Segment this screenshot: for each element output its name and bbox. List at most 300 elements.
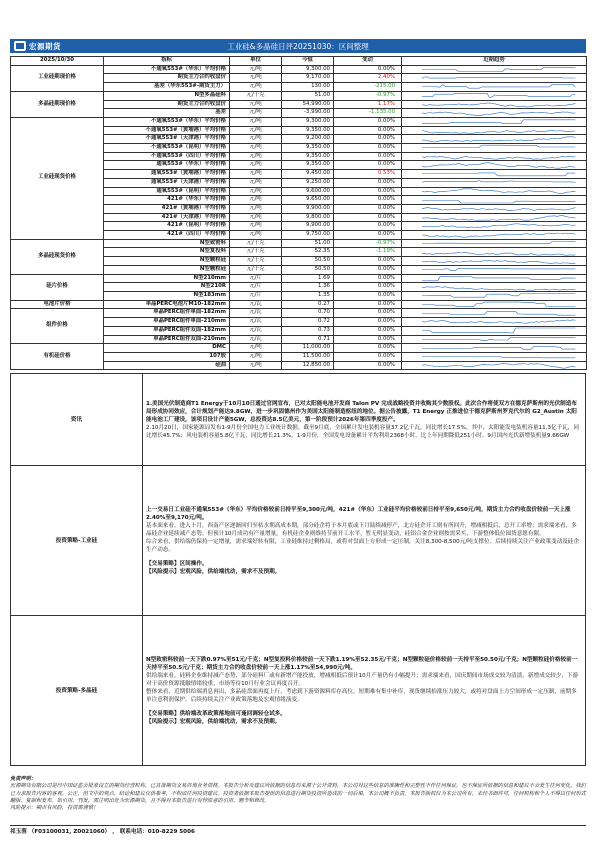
sparkline-chart <box>402 223 587 230</box>
indicator-value: 9,350.00 <box>282 161 334 170</box>
indicator-unit: 元/千克 <box>230 239 282 248</box>
indicator-name: 期货主力合约收盘价 <box>104 74 230 83</box>
indicator-change: 0.00% <box>334 65 402 74</box>
section-category: 工业硅期现价格 <box>11 65 104 91</box>
commentary-paragraph: N型致密料较前一天下跌0.97%至51元/千克；N型复投料价格较前一天下跌1.19%至52.35元/千克；N型颗粒硅价格较前一天持平至50.50元/千克；N型颗粒硅价格较前一天持平至50.5元/千克；期货主力合约收盘价较前一天上涨1.17%至54,990元/吨。 <box>146 656 578 671</box>
commentary-paragraph: 2.10月20日，国家能源局发布1-9月份全国电力工业统计数据。截至9月底，全国累计发电装机容量37.2亿千瓦，同比增长17.5%。其中，太阳能发电装机容量11.3亿千瓦，同比增长45.7%；风电装机容量5.8亿千瓦，同比增长21.3%。1-9月份，全国发电设备累计平均利用2368小时，比上年同期降低251小时。9月国内光伏新增装机量9.66GW <box>146 424 579 439</box>
trend-sparkline <box>402 204 587 213</box>
sparkline-line <box>422 130 575 133</box>
commentary-label: 资讯 <box>11 374 143 466</box>
sparkline-chart <box>402 101 587 108</box>
indicator-unit: 元/吨 <box>230 231 282 240</box>
risk-tip: 风险提示：期市有风险，投资需谨慎！ <box>10 805 99 812</box>
sparkline-line <box>422 208 575 211</box>
indicator-change: 0.00% <box>334 352 402 361</box>
indicator-unit: 元/瓦 <box>230 335 282 344</box>
trend-sparkline <box>402 318 587 327</box>
indicator-value: 9,170.00 <box>282 74 334 83</box>
sparkline-line <box>422 260 575 263</box>
table-row <box>11 91 587 100</box>
indicator-value: 1.36 <box>282 283 334 292</box>
commentary-body <box>143 374 586 466</box>
commentary-row <box>11 466 586 616</box>
indicator-name: 421#（四川）平均价格 <box>104 231 230 240</box>
sparkline-chart <box>402 258 587 265</box>
indicator-name: 不通氧553#（昆明）平均价格 <box>104 144 230 153</box>
sparkline-line <box>422 103 575 107</box>
commentary-paragraph: 供给端来看，硅料企业维持减产态势，部分硅料厂或有新增产能投放，增减相抵后预计10月产量仍有小幅提升；需求端来看，国庆期间市场成交较为清淡，新增成交较少，下游对于高价资源抵触情绪较重，市场等待10月行业会议再度召开。 <box>146 672 579 687</box>
indicator-name: N型复投料 <box>104 248 230 257</box>
indicator-change: 1.17% <box>334 100 402 109</box>
disclaimer-text: 宏源期货有限公司是经中国证监会批准设立的期货经营机构，已具备期货交易咨询业务资格。本报告分析及建议所依据的信息均来源于公开资料，本公司对这些信息的准确性和完整性不作任何保证，也不保证所依据的信息和建议不会发生任何变化。我们已力求报告内容的客观、公正，但文中的观点、结论和建议仅供参考，不构成任何投资建议。投资者依据本报告提供的信息进行期货投资所造成的一切后果，本公司概不负责。本报告版权仅为本公司所有，未经书面许可，任何机构和个人不得以任何形式翻版、复制和发布。如引用、刊发，需注明出处为宏源期货，且不得对本报告进行有悖原意的引用、删节和修改。 <box>10 783 586 804</box>
indicator-change: 0.00% <box>334 152 402 161</box>
sparkline-line <box>422 67 575 71</box>
indicator-change: 0.00% <box>334 257 402 266</box>
indicator-unit: 元/吨 <box>230 170 282 179</box>
indicator-change: 0.00% <box>334 213 402 222</box>
indicator-change: 0.00% <box>334 117 402 126</box>
sparkline-chart <box>402 249 587 256</box>
indicator-unit: 元/吨 <box>230 152 282 161</box>
indicator-unit: 元/千克 <box>230 248 282 257</box>
indicator-value: 9,350.00 <box>282 126 334 135</box>
section-category: 多晶硅期现价格 <box>11 91 104 117</box>
indicator-value: 9,600.00 <box>282 187 334 196</box>
sparkline-chart <box>402 110 587 117</box>
commentary-paragraph: 1.美国光伏制造商T1 Energy于10月10日通过官网宣布，已对太阳能电池开发商 Talon PV 完成战略投资并收购其少数股权。此次合作将使双方在德克萨斯州的光伏制造布局形成协同效应，合计规划产能达9.8GW，进一步巩固德州作为美国太阳能制造枢纽的地位。据公告披露，T1 Energy 正推进位于德克萨斯州罗克代尔的 G2_Austin 太阳能电池工厂建设，该项目设计产能5GW，总投资达8.5亿美元，第一阶段预计2026年第四季度投产。 <box>146 400 577 423</box>
indicator-unit: 元/吨 <box>230 74 282 83</box>
indicator-name: 单晶PERC组件单面-210mm <box>104 318 230 327</box>
indicator-change: 2.40% <box>334 74 402 83</box>
sparkline-line <box>422 294 575 298</box>
header-2: 今值 <box>282 57 334 66</box>
trend-sparkline <box>402 231 587 240</box>
price-table <box>10 56 587 370</box>
indicator-value: 1.35 <box>282 291 334 300</box>
indicator-unit: 元/瓦 <box>230 300 282 309</box>
indicator-unit: 元/千克 <box>230 257 282 266</box>
indicator-change: 0.00% <box>334 204 402 213</box>
indicator-name: 421#（昆明）平均价格 <box>104 222 230 231</box>
section-category: 电池片价格 <box>11 300 104 309</box>
sparkline-chart <box>402 345 587 352</box>
indicator-change: 0.00% <box>334 335 402 344</box>
indicator-value: 11,500.00 <box>282 352 334 361</box>
sparkline-chart <box>402 353 587 360</box>
commentary-label: 投资策略-多晶硅 <box>11 616 143 766</box>
indicator-unit: 元/吨 <box>230 187 282 196</box>
sparkline-chart <box>402 214 587 221</box>
table-row <box>11 239 587 248</box>
sparkline-line <box>422 224 575 228</box>
indicator-name: 不通氧553#（华东）平均价格 <box>104 117 230 126</box>
header-date: 2025/10/30 <box>11 57 104 66</box>
indicator-value: 9,300.00 <box>282 65 334 74</box>
indicator-unit: 元/吨 <box>230 100 282 109</box>
sparkline-line <box>422 357 575 358</box>
indicator-name: 单晶PERC组件单面-182mm <box>104 309 230 318</box>
trend-sparkline <box>402 213 587 222</box>
trend-sparkline <box>402 361 587 370</box>
trend-sparkline <box>402 248 587 257</box>
indicator-name: 不通氧553#（华东）平均价格 <box>104 65 230 74</box>
commentary-label: 投资策略-工业硅 <box>11 466 143 616</box>
sparkline-line <box>422 346 575 349</box>
indicator-value: 9,900.00 <box>282 222 334 231</box>
indicator-value: 50.50 <box>282 265 334 274</box>
sparkline-chart <box>402 162 587 169</box>
indicator-change: 0.00% <box>334 291 402 300</box>
trend-sparkline <box>402 352 587 361</box>
trend-sparkline <box>402 74 587 83</box>
sparkline-chart <box>402 75 587 82</box>
commentary-body <box>143 616 586 766</box>
section-category: 有机硅价格 <box>11 344 104 370</box>
indicator-unit: 元/片 <box>230 274 282 283</box>
trend-sparkline <box>402 170 587 179</box>
indicator-value: 0.73 <box>282 326 334 335</box>
trend-sparkline <box>402 291 587 300</box>
trend-sparkline <box>402 100 587 109</box>
trend-sparkline <box>402 222 587 231</box>
indicator-value: 0.27 <box>282 300 334 309</box>
table-row <box>11 65 587 74</box>
indicator-name: 基差（华东553#-期货主力） <box>104 83 230 92</box>
header-4: 近期趋势 <box>402 57 587 66</box>
table-row <box>11 117 587 126</box>
indicator-unit: 元/吨 <box>230 144 282 153</box>
indicator-name: 421#（华东）平均价格 <box>104 196 230 205</box>
trend-sparkline <box>402 283 587 292</box>
sparkline-line <box>422 233 575 237</box>
sparkline-chart <box>402 266 587 273</box>
sparkline-line <box>422 311 575 315</box>
indicator-value: 9,800.00 <box>282 213 334 222</box>
indicator-change: 0.53% <box>334 170 402 179</box>
indicator-change: 0.00% <box>334 344 402 353</box>
section-category: 组件价格 <box>11 309 104 344</box>
indicator-change: 0.00% <box>334 135 402 144</box>
sparkline-line <box>422 111 575 115</box>
sparkline-chart <box>402 327 587 334</box>
indicator-name: 不通氧553#（天津港）平均价格 <box>104 135 230 144</box>
sparkline-line <box>422 302 575 306</box>
indicator-unit: 元/吨 <box>230 161 282 170</box>
indicator-unit: 元/吨 <box>230 344 282 353</box>
indicator-change: 0.00% <box>334 326 402 335</box>
indicator-unit: 元/吨 <box>230 204 282 213</box>
indicator-change: 0.00% <box>334 361 402 370</box>
indicator-change: -215.00 <box>334 83 402 92</box>
disclaimer-title: 免责声明： <box>10 776 36 782</box>
indicator-change: 0.00% <box>334 144 402 153</box>
analyst-ids: （F03100031, Z0021060） <box>28 829 111 835</box>
disclaimer <box>10 776 586 812</box>
indicator-name: N型210R <box>104 283 230 292</box>
indicator-unit: 元/千克 <box>230 265 282 274</box>
analyst-phone: 联系电话：010-8229 5006 <box>119 829 195 835</box>
indicator-value: 0.70 <box>282 309 334 318</box>
sparkline-chart <box>402 92 587 99</box>
indicator-unit: 元/吨 <box>230 222 282 231</box>
trend-sparkline <box>402 196 587 205</box>
indicator-value: 0.72 <box>282 318 334 327</box>
indicator-unit: 元/吨 <box>230 83 282 92</box>
table-row <box>11 309 587 318</box>
trend-sparkline <box>402 135 587 144</box>
sparkline-line <box>422 216 575 221</box>
sparkline-line <box>422 77 575 79</box>
commentary-paragraph: 【风险提示】宏观风险，供给端扰动，需求不及预期。 <box>146 718 281 725</box>
sparkline-chart <box>402 118 587 125</box>
sparkline-line <box>422 189 575 194</box>
sparkline-line <box>422 320 575 324</box>
header-0: 指标 <box>104 57 230 66</box>
indicator-value: 11,000.00 <box>282 344 334 353</box>
indicator-unit: 元/吨 <box>230 213 282 222</box>
sparkline-chart <box>402 275 587 282</box>
indicator-change: 0.00% <box>334 126 402 135</box>
indicator-value: -3,990.00 <box>282 109 334 118</box>
indicator-name: 通氧553#（华东）平均价格 <box>104 161 230 170</box>
header-3: 变动 <box>334 57 402 66</box>
section-category: 多晶硅现货价格 <box>11 239 104 274</box>
indicator-name: 不通氧553#（黄埔港）平均价格 <box>104 126 230 135</box>
indicator-change: 0.00% <box>334 265 402 274</box>
sparkline-line <box>422 242 575 244</box>
trend-sparkline <box>402 109 587 118</box>
sparkline-line <box>422 252 575 255</box>
indicator-value: 9,350.00 <box>282 144 334 153</box>
indicator-unit: 元/片 <box>230 283 282 292</box>
sparkline-chart <box>402 336 587 343</box>
sparkline-chart <box>402 205 587 212</box>
indicator-name: 期货主力合约收盘价 <box>104 100 230 109</box>
sparkline-chart <box>402 170 587 177</box>
indicator-unit: 元/千克 <box>230 91 282 100</box>
sparkline-line <box>422 93 575 97</box>
commentary-paragraph: 整体来看，近期供给端消息再出，多晶硅盘面再度上行，考虑到下游资源料库存高位，短期难有集中补库，现货继续抬涨压力较大，或将对盘面上方空间形成一定压制，前期多单注意利润保护。后续持续关注产业政策落地及宏观情绪演变。 <box>146 688 577 703</box>
header-1: 单位 <box>230 57 282 66</box>
indicator-change: 0.00% <box>334 196 402 205</box>
brand-logo <box>14 40 76 52</box>
indicator-change: 0.00% <box>334 309 402 318</box>
trend-sparkline <box>402 335 587 344</box>
indicator-value: 9,750.00 <box>282 231 334 240</box>
commentary-paragraph: 【交易策略】供给端改革政策落地前可逢回调轻仓试多。 <box>146 710 286 717</box>
indicator-value: 1.69 <box>282 274 334 283</box>
sparkline-chart <box>402 179 587 186</box>
indicator-unit: 元/吨 <box>230 196 282 205</box>
sparkline-chart <box>402 362 587 369</box>
sparkline-chart <box>402 136 587 143</box>
indicator-name: 107胶 <box>104 352 230 361</box>
indicator-value: 9,250.00 <box>282 178 334 187</box>
analyst-footer: 祁玉蓉 （F03100031, Z0021060） ， 联系电话：010-8229 5006 <box>10 829 195 835</box>
indicator-value: 52.35 <box>282 248 334 257</box>
logo-icon <box>14 41 26 51</box>
indicator-unit: 元/吨 <box>230 109 282 118</box>
indicator-value: 51.00 <box>282 239 334 248</box>
indicator-unit: 元/吨 <box>230 352 282 361</box>
indicator-value: 51.00 <box>282 91 334 100</box>
indicator-name: N型颗粒硅 <box>104 257 230 266</box>
indicator-name: 单晶PERC电池片M10-182mm <box>104 300 230 309</box>
sparkline-line <box>422 328 575 333</box>
indicator-name: N型颗粒硅 <box>104 265 230 274</box>
indicator-name: 基差 <box>104 109 230 118</box>
sparkline-chart <box>402 310 587 317</box>
indicator-unit: 元/瓦 <box>230 326 282 335</box>
trend-sparkline <box>402 83 587 92</box>
indicator-name: 硅油 <box>104 361 230 370</box>
indicator-value: 9,900.00 <box>282 204 334 213</box>
indicator-change: -0.97% <box>334 239 402 248</box>
indicator-value: 0.71 <box>282 335 334 344</box>
indicator-change: 0.00% <box>334 161 402 170</box>
indicator-change: -1.19% <box>334 248 402 257</box>
trend-sparkline <box>402 239 587 248</box>
trend-sparkline <box>402 161 587 170</box>
indicator-unit: 元/吨 <box>230 65 282 74</box>
sparkline-chart <box>402 292 587 299</box>
trend-sparkline <box>402 187 587 196</box>
trend-sparkline <box>402 152 587 161</box>
indicator-name: 通氧553#（天津港）平均价格 <box>104 178 230 187</box>
trend-sparkline <box>402 91 587 100</box>
indicator-unit: 元/吨 <box>230 135 282 144</box>
indicator-change: 0.00% <box>334 187 402 196</box>
trend-sparkline <box>402 126 587 135</box>
trend-sparkline <box>402 309 587 318</box>
indicator-unit: 元/瓦 <box>230 309 282 318</box>
indicator-value: 9,450.00 <box>282 170 334 179</box>
indicator-name: 单晶PERC组件双面-182mm <box>104 326 230 335</box>
commentary-paragraph: 上一交易日工业硅不通氧553#（华东）平均价格较前日持平至9,300元/吨，421#（华东）工业硅平均价格较前日持平至9,650元/吨，期货主力合约收盘价较前一天上涨2.40%至9,170元/吨。 <box>146 506 571 521</box>
footer-rule <box>10 825 586 826</box>
analyst-name: 祁玉蓉 <box>10 829 27 835</box>
sparkline-chart <box>402 284 587 291</box>
sparkline-chart <box>402 240 587 247</box>
section-category: 工业硅现货价格 <box>11 117 104 239</box>
indicator-value: 9,350.00 <box>282 152 334 161</box>
indicator-change: -1,135.00 <box>334 109 402 118</box>
commentary-row <box>11 374 586 466</box>
sparkline-line <box>422 200 575 203</box>
indicator-unit: 元/吨 <box>230 361 282 370</box>
sparkline-chart <box>402 231 587 238</box>
trend-sparkline <box>402 257 587 266</box>
table-row <box>11 274 587 283</box>
indicator-name: N型多晶硅料 <box>104 91 230 100</box>
indicator-name: N型致密料 <box>104 239 230 248</box>
indicator-unit: 元/瓦 <box>230 318 282 327</box>
commentary-paragraph: 【风险提示】宏观风险，供给端扰动，需求不及预期。 <box>146 568 281 575</box>
trend-sparkline <box>402 326 587 335</box>
indicator-unit: 元/吨 <box>230 117 282 126</box>
indicator-change: 0.00% <box>334 222 402 231</box>
indicator-value: 12,850.00 <box>282 361 334 370</box>
sparkline-chart <box>402 144 587 151</box>
trend-sparkline <box>402 144 587 153</box>
title-bar <box>10 39 586 53</box>
sparkline-line <box>422 156 575 159</box>
sparkline-line <box>422 337 575 340</box>
commentary-table <box>10 373 586 766</box>
trend-sparkline <box>402 265 587 274</box>
sparkline-chart <box>402 197 587 204</box>
commentary-body <box>143 466 586 616</box>
commentary-paragraph: 综合来看，供给端仍保持一定增量，需求端好转有限，工业硅维持过剩格局，或将对盘面上方形成一定压制，关注8,300-8,500元/吨支撑位。后续持续关注产业政策变动及硅企生产动态。 <box>146 538 580 553</box>
sparkline-line <box>422 85 575 89</box>
trend-sparkline <box>402 344 587 353</box>
indicator-change: 0.00% <box>334 274 402 283</box>
indicator-name: 通氧553#（黄埔港）平均价格 <box>104 170 230 179</box>
indicator-name: N型183mm <box>104 291 230 300</box>
indicator-name: 421#（天津港）平均价格 <box>104 213 230 222</box>
sparkline-line <box>422 146 575 148</box>
sparkline-line <box>422 181 575 183</box>
sparkline-line <box>422 120 575 124</box>
trend-sparkline <box>402 274 587 283</box>
sparkline-chart <box>402 318 587 325</box>
indicator-name: DMC <box>104 344 230 353</box>
sparkline-chart <box>402 153 587 160</box>
indicator-change: 0.00% <box>334 318 402 327</box>
indicator-name: 通氧553#（昆明）平均价格 <box>104 187 230 196</box>
commentary-row <box>11 616 586 766</box>
indicator-unit: 元/吨 <box>230 178 282 187</box>
sparkline-chart <box>402 83 587 90</box>
sparkline-line <box>422 276 575 281</box>
indicator-change: 0.00% <box>334 178 402 187</box>
section-category: 硅片价格 <box>11 274 104 300</box>
trend-sparkline <box>402 117 587 126</box>
indicator-name: 不通氧553#（四川）平均价格 <box>104 152 230 161</box>
trend-sparkline <box>402 300 587 309</box>
sparkline-line <box>422 136 575 141</box>
indicator-value: 50.50 <box>282 257 334 266</box>
sparkline-chart <box>402 301 587 308</box>
commentary-paragraph: 基本面来看，进入十月，西南产区逐渐回归至枯水期高成本期，部分硅企将于本月底或下月陆续减停产，北方硅企开工则有所回升，增减相抵后，总开工率增；需求端来看，多晶硅企业延续减产态势，但预计10月成功有产量增量，有机硅企业则维持节前开工水平，暂无明显变动，硅铝合金企业则按需采买，下游整体低位囤货意愿有限。 <box>146 522 577 537</box>
sparkline-line <box>422 173 575 176</box>
indicator-value: 9,200.00 <box>282 135 334 144</box>
indicator-unit: 元/吨 <box>230 126 282 135</box>
indicator-value: 9,300.00 <box>282 117 334 126</box>
trend-sparkline <box>402 178 587 187</box>
trend-sparkline <box>402 65 587 74</box>
indicator-change: -0.97% <box>334 91 402 100</box>
indicator-value: 130.00 <box>282 83 334 92</box>
report-title: 工业硅&多晶硅日评20251030：区间整理 <box>227 42 369 51</box>
sparkline-chart <box>402 188 587 195</box>
table-row <box>11 344 587 353</box>
commentary-paragraph: 【交易策略】区间操作。 <box>146 560 208 567</box>
sparkline-line <box>422 269 575 271</box>
logo-text: 宏源期货 <box>29 41 61 51</box>
indicator-value: 54,990.00 <box>282 100 334 109</box>
table-row <box>11 300 587 309</box>
indicator-name: N型210mm <box>104 274 230 283</box>
indicator-unit: 元/片 <box>230 291 282 300</box>
sparkline-line <box>422 163 575 168</box>
sparkline-line <box>422 286 575 290</box>
indicator-change: 0.00% <box>334 300 402 309</box>
sparkline-line <box>422 363 575 368</box>
indicator-name: 单晶PERC组件双面-210mm <box>104 335 230 344</box>
indicator-change: 0.00% <box>334 231 402 240</box>
sparkline-chart <box>402 127 587 134</box>
